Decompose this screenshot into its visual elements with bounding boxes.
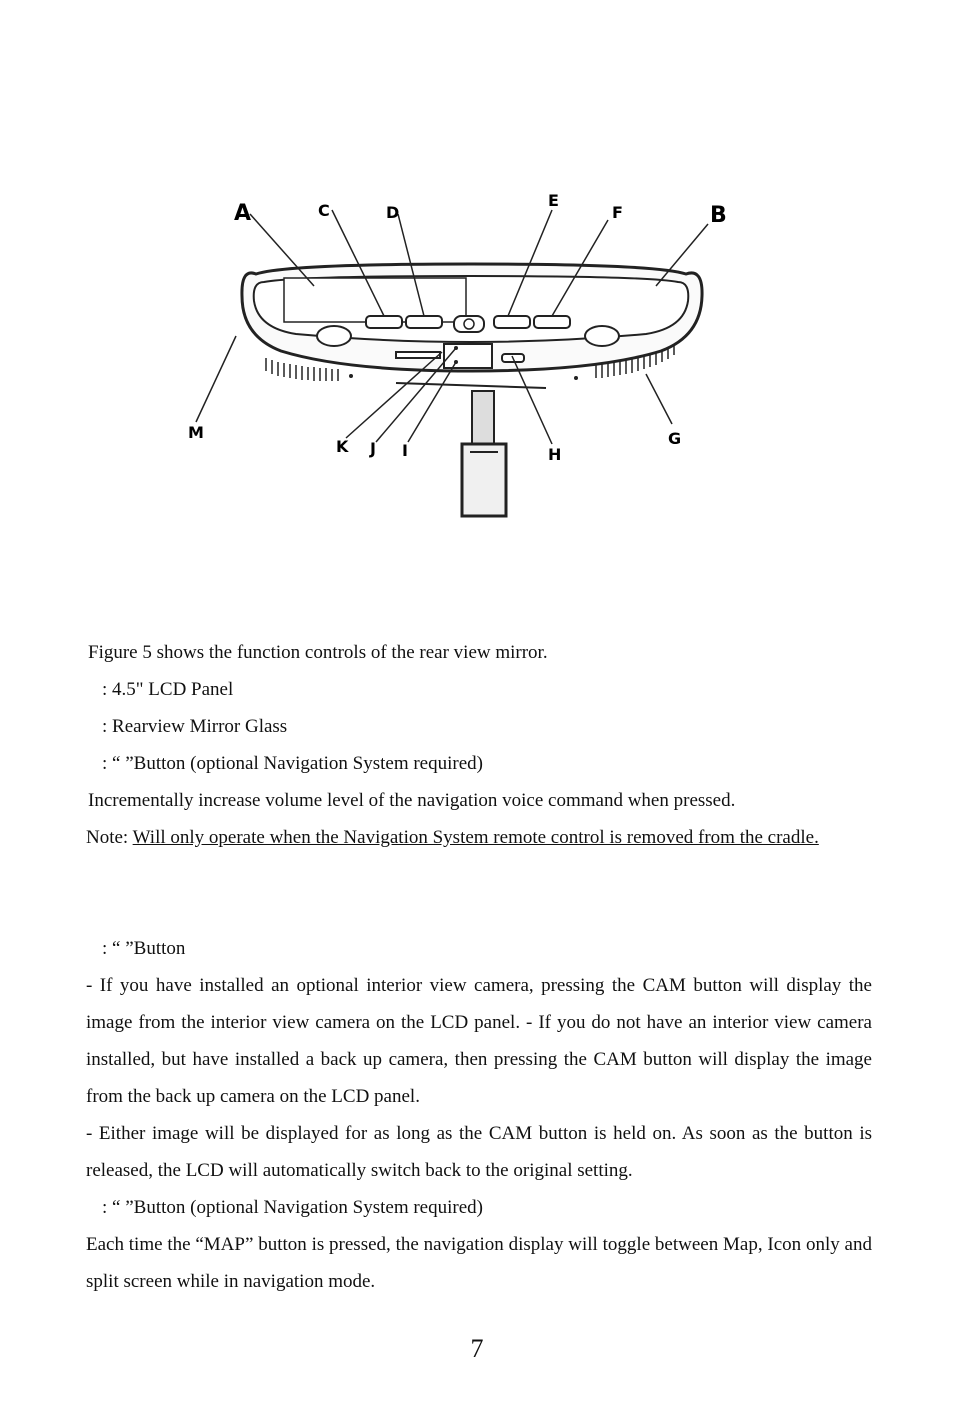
figure-intro: Figure 5 shows the function controls of the rear view mirror.: [88, 642, 548, 663]
callout-label-m: M: [188, 423, 204, 442]
callout-label-c: C: [318, 201, 330, 220]
item-e: : “ ”Button (optional Navigation System required): [102, 1197, 483, 1218]
note-paragraph: [86, 819, 872, 856]
callout-label-a: A: [234, 201, 252, 226]
item-a: : 4.5" LCD Panel: [102, 679, 234, 700]
callout-label-i: I: [402, 441, 408, 460]
callout-label-b: B: [710, 203, 726, 228]
note-label: Note:: [86, 827, 133, 848]
callout-label-k: K: [336, 437, 349, 456]
cam-paragraph-2: - Either image will be displayed for as long as the CAM button is held on. As soon as the button is released, the LCD will automatically switch back to the original setting.: [86, 1123, 872, 1181]
item-b: : Rearview Mirror Glass: [102, 716, 288, 737]
callout-label-d: D: [386, 203, 400, 222]
mirror-diagram: [186, 186, 726, 521]
callout-label-e: E: [548, 191, 559, 210]
item-c-description: Incrementally increase volume level of the navigation voice command when pressed.: [88, 790, 736, 811]
mirror-figure: [186, 186, 726, 521]
cam-paragraph-1: - If you have installed an optional interior view camera, pressing the CAM button will display the image from the interior view camera on the LCD panel. - If you do not have an interior view camera installed, but have installed a back up camera, then pressing the CAM button will display the image from the back up camera on the LCD panel.: [86, 975, 872, 1107]
note-text: Will only operate when the Navigation System remote control is removed from the cradle.: [132, 827, 819, 848]
callout-label-g: G: [668, 429, 682, 448]
callout-label-f: F: [612, 203, 623, 222]
item-d: : “ ”Button: [102, 938, 186, 959]
callout-label-h: H: [548, 445, 562, 464]
callout-label-j: J: [370, 439, 376, 458]
page-number: 7: [470, 1334, 484, 1363]
map-paragraph: Each time the “MAP” button is pressed, the navigation display will toggle between Map, Icon only and split screen while in navigation mode.: [86, 1234, 872, 1292]
item-c: : “ ”Button (optional Navigation System required): [102, 753, 483, 774]
